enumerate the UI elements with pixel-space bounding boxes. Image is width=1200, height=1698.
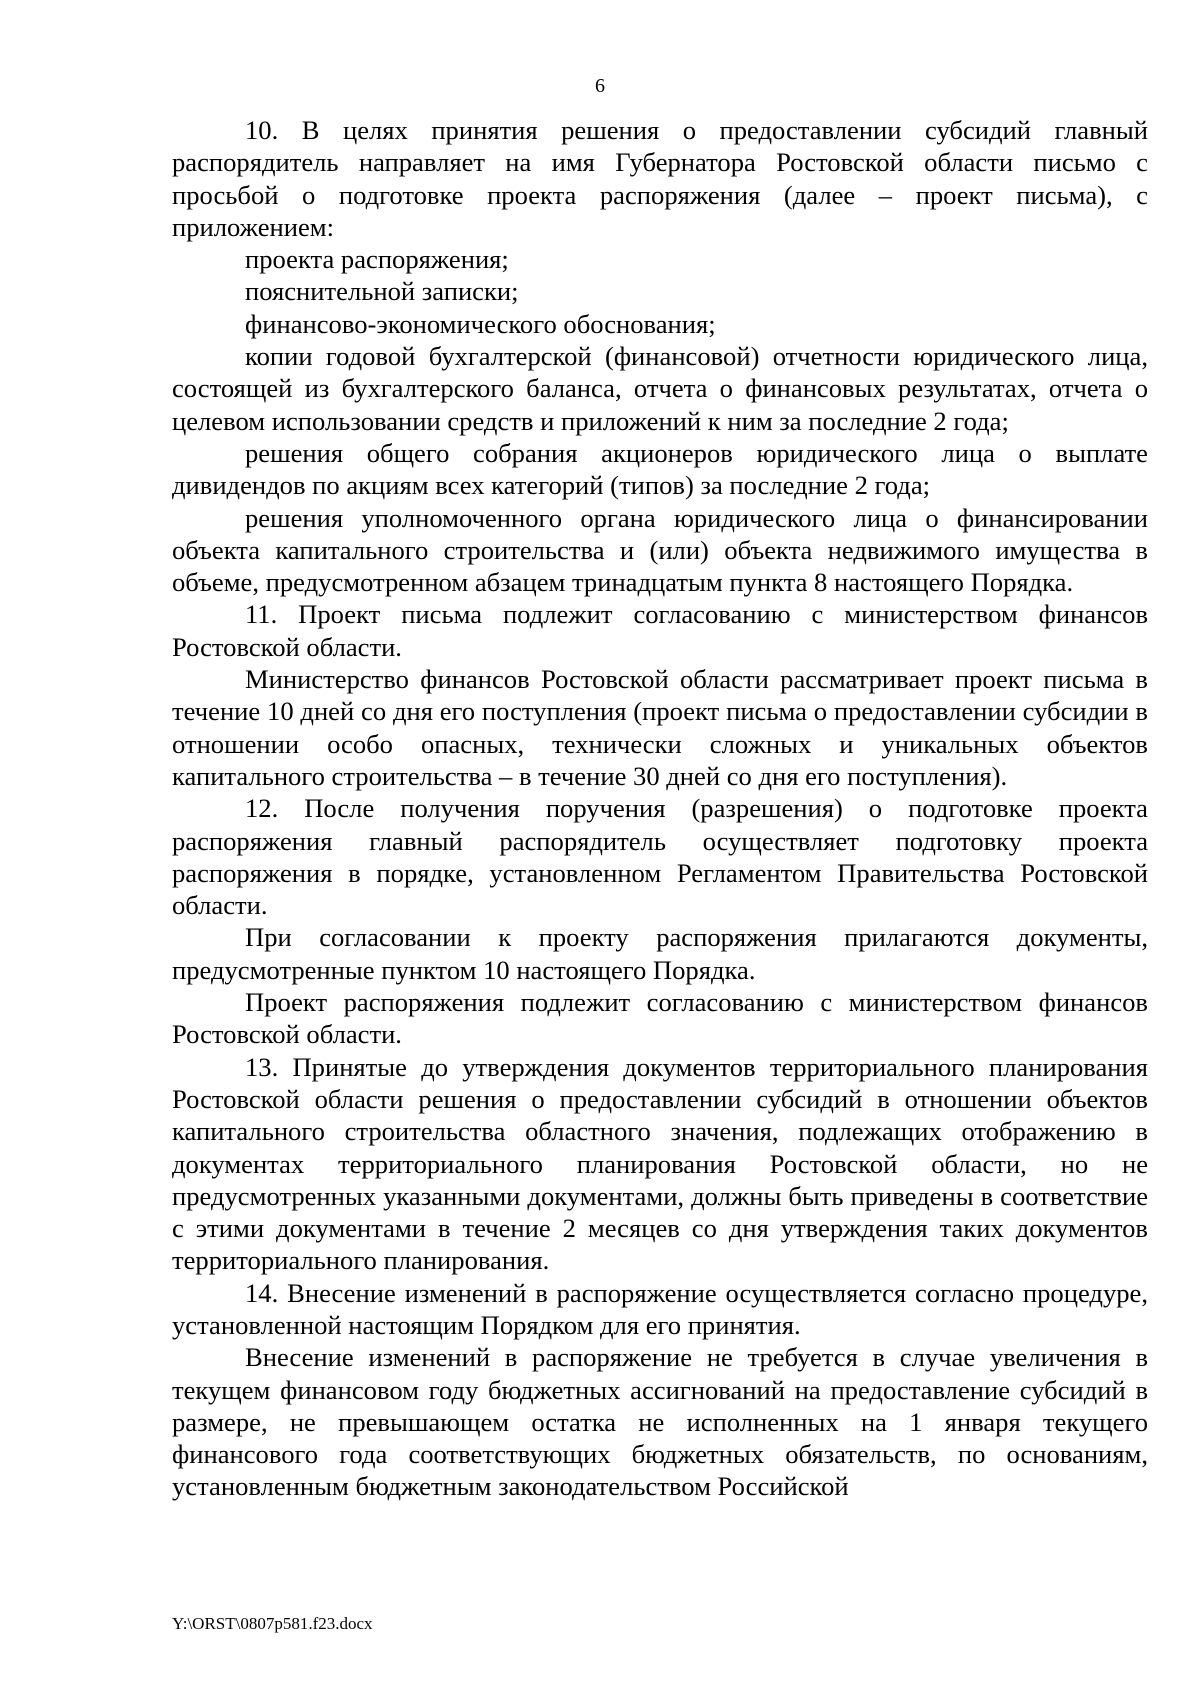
footer-file-path: Y:\ORST\0807p581.f23.docx	[172, 1614, 373, 1633]
attachment-item: пояснительной записки;	[245, 276, 519, 307]
paragraph-12-documents: При согласовании к проекту распоряжения прилагаются документы, предусмотренные пунктом 10 настоящего Порядка.	[172, 922, 1148, 985]
paragraph-14-exception: Внесение изменений в распоряжение не требуется в случае увеличения в текущем финансовом году бюджетных ассигнований на предоставление субсидий в размере, не превышающем остатка не исполненных на 1 января текущего финансового года соответствующих бюджетных обязательств, по основаниям, установленным бюджетным законодательством Российской	[172, 1342, 1148, 1502]
paragraph-13: 13. Принятые до утверждения документов территориального планирования Ростовской области решения о предоставлении субсидий в отношении объектов капитального строительства областного значения, подлежащих отображению в документах территориального планирования Ростовской области, но не предусмотренных указанными документами, должны быть приведены в соответствие с этими документами в течение 2 месяцев со дня утверждения таких документов территориального планирования.	[172, 1051, 1148, 1276]
paragraph-12: 12. После получения поручения (разрешения) о подготовке проекта распоряжения главный распорядитель осуществляет подготовку проекта распоряжения в порядке, установленном Регламентом Правительства Ростовской области.	[172, 793, 1148, 921]
paragraph-11-review: Министерство финансов Ростовской области рассматривает проект письма в течение 10 дней со дня его поступления (проект письма о предоставлении субсидии в отношении особо опасных, технически сложных и уникальных объектов капитального строительства – в течение 30 дней со дня его поступления).	[172, 664, 1148, 791]
paragraph-12-approval: Проект распоряжения подлежит согласованию с министерством финансов Ростовской области.	[172, 987, 1148, 1050]
document-body	[172, 114, 1148, 1503]
attachment-item: решения общего собрания акционеров юридического лица о выплате дивидендов по акциям всех категорий (типов) за последние 2 года;	[172, 437, 1148, 501]
paragraph-10: 10. В целях принятия решения о предоставлении субсидий главный распорядитель направляет на имя Губернатора Ростовской области письмо с просьбой о подготовке проекта распоряжения (далее – проект письма), с приложением:	[172, 115, 1148, 242]
page-number: 6	[595, 75, 605, 97]
paragraph-11: 11. Проект письма подлежит согласованию с министерством финансов Ростовской области.	[172, 599, 1148, 662]
attachment-item: решения уполномоченного органа юридического лица о финансировании объекта капитального строительства и (или) объекта недвижимого имущества в объеме, предусмотренном абзацем тринадцатым пункта 8 настоящего Порядка.	[172, 502, 1148, 598]
paragraph-14: 14. Внесение изменений в распоряжение осуществляется согласно процедуре, установленной настоящим Порядком для его принятия.	[172, 1277, 1148, 1340]
attachment-item: копии годовой бухгалтерской (финансовой) отчетности юридического лица, состоящей из бухгалтерского баланса, отчета о финансовых результатах, отчета о целевом использовании средств и приложений к ним за последние 2 года;	[172, 341, 1148, 436]
attachment-item: проекта распоряжения;	[245, 244, 509, 275]
attachment-item: финансово-экономического обоснования;	[245, 308, 716, 339]
